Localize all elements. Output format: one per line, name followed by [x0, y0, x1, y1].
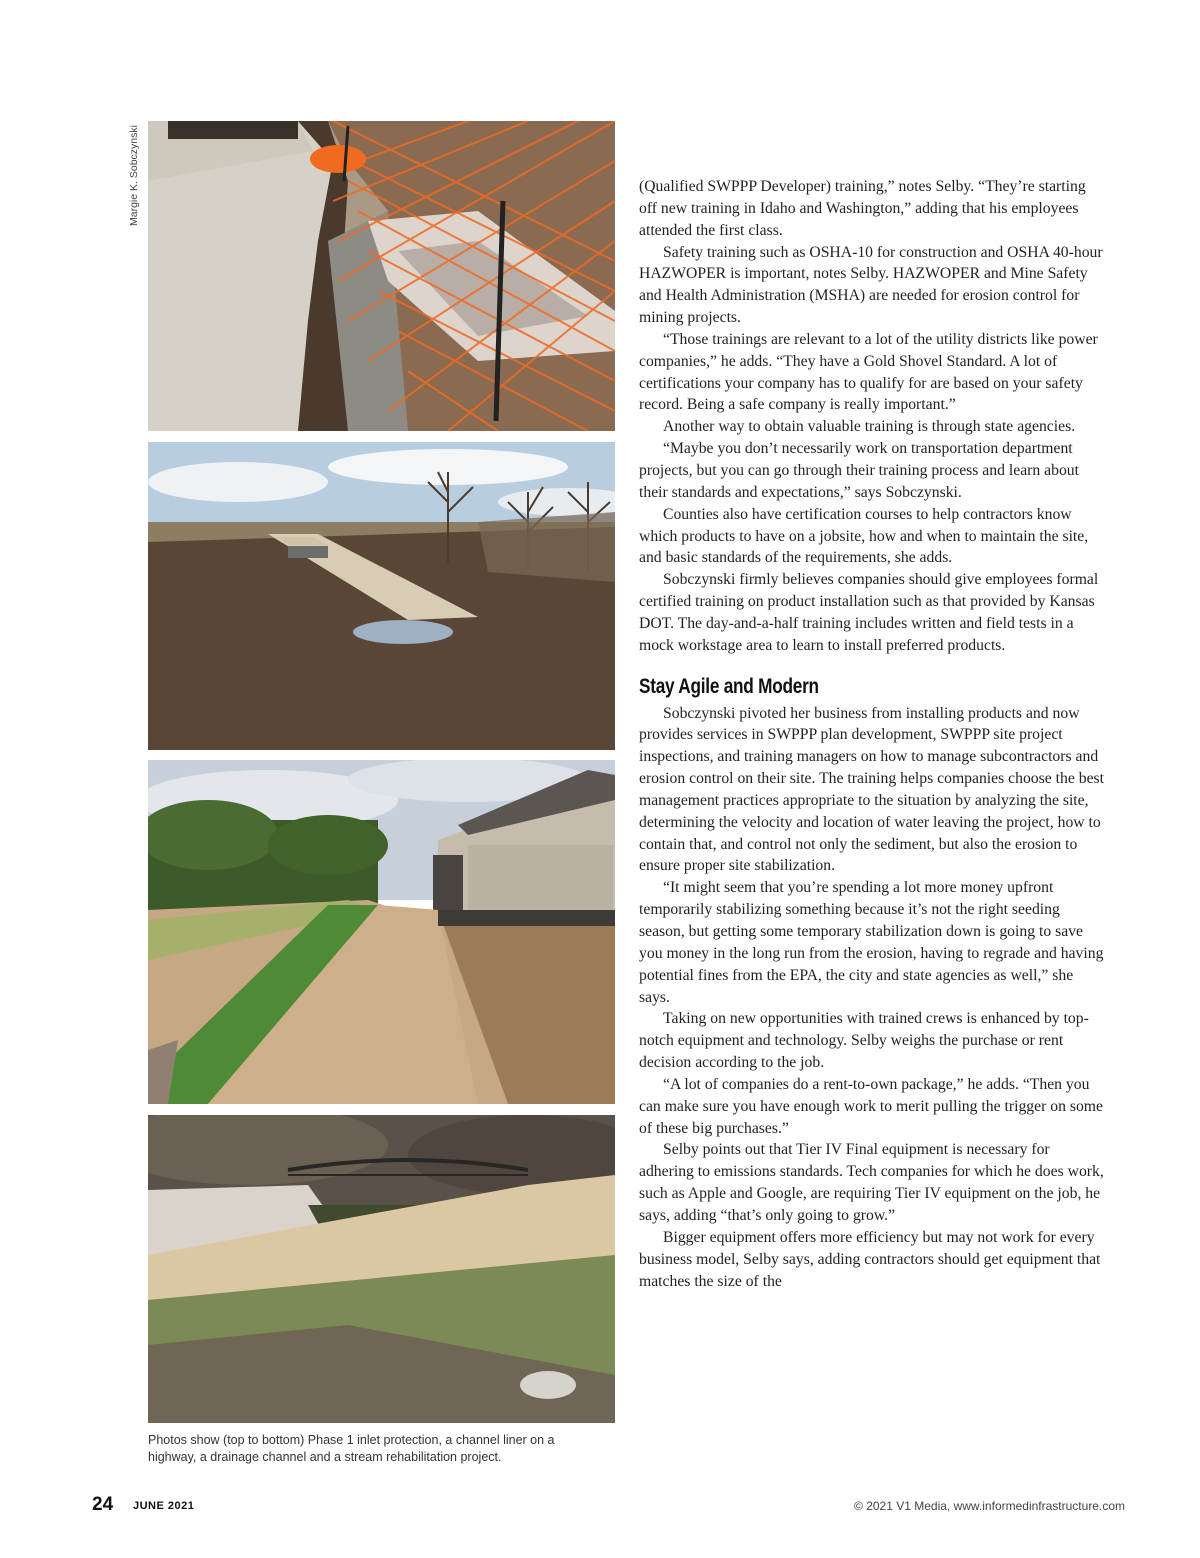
- article-paragraph: “Those trainings are relevant to a lot of the utility districts like power companies,” he adds. “They have a Gold Shovel Standard. A lot of certifications your company has to qualify for are based on your safety record. Being a safe company is really important.”: [639, 330, 1098, 414]
- article-paragraph: “It might seem that you’re spending a lot more money upfront temporarily stabilizing something because it’s not the right seeding season, but getting some temporary stabilization down is going to save you money in the long run from the erosion, having to regrade and having potential fines from the EPA, the city and state agencies as well,” she says.: [639, 879, 1104, 1006]
- photo-channel-liner: [148, 442, 615, 750]
- article-paragraph: Selby points out that Tier IV Final equipment is necessary for adhering to emissions standards. Tech companies for which he does work, such as Apple and Google, are requiring Tier IV equipment on the job, he says, adding “that’s only going to grow.”: [639, 1141, 1104, 1224]
- article-paragraph: Bigger equipment offers more efficiency but may not work for every business model, Selby says, adding contractors should get equipment that matches the size of the: [639, 1228, 1101, 1290]
- section-heading: Stay Agile and Modern: [639, 674, 819, 698]
- article-paragraph: Counties also have certification courses to help contractors know which products to have on a jobsite, how and when to maintain the site, and basic standards of the requirements, she adds.: [639, 505, 1089, 567]
- article-paragraph: Taking on new opportunities with trained crews is enhanced by top-notch equipment and technology. Selby weighs the purchase or rent decision according to the job.: [639, 1010, 1089, 1072]
- copyright-notice: © 2021 V1 Media, www.informedinfrastructure.com: [854, 1499, 1125, 1513]
- article-body: [639, 176, 1107, 1292]
- page-number: 24: [92, 1494, 114, 1515]
- article-paragraph: “A lot of companies do a rent-to-own package,” he adds. “Then you can make sure you have enough work to merit pulling the trigger on some of these big purchases.”: [639, 1075, 1103, 1137]
- photo-stream-rehabilitation: [148, 1115, 615, 1423]
- photo-credit-text: Margie K. Sobczynski: [128, 125, 140, 226]
- article-paragraph: Sobczynski pivoted her business from installing products and now provides services in SWPPP plan development, SWPPP site project inspections, and training managers on how to manage subcontractors and erosion control on their site. The training helps companies choose the best management practices appropriate to the situation by analyzing the site, determining the velocity and location of water leaving the project, how to contain that, and control not only the sediment, but also the erosion to ensure proper site stabilization.: [639, 704, 1104, 875]
- photo-inlet-protection: [148, 121, 615, 431]
- photo-credit: [128, 126, 142, 226]
- article-paragraph: Sobczynski firmly believes companies should give employees formal certified training on product installation such as that provided by Kansas DOT. The day-and-a-half training includes written and field tests in a mock workstage area to learn to install preferred products.: [639, 571, 1099, 654]
- photo-drainage-channel: [148, 760, 615, 1104]
- article-paragraph: “Maybe you don’t necessarily work on transportation department projects, but you can go through their training process and learn about their standards and expectations,” says Sobczynski.: [639, 440, 1080, 501]
- issue-date: JUNE 2021: [133, 1500, 195, 1512]
- photo-caption: Photos show (top to bottom) Phase 1 inlet protection, a channel liner on a highway, a drainage channel and a stream rehabilitation project.: [148, 1433, 555, 1464]
- article-paragraph: (Qualified SWPPP Developer) training,” notes Selby. “They’re starting off new training in Idaho and Washington,” adding that his employees attended the first class.: [639, 178, 1086, 239]
- article-paragraph: Another way to obtain valuable training is through state agencies.: [663, 418, 1076, 436]
- article-paragraph: Safety training such as OSHA-10 for construction and OSHA 40-hour HAZWOPER is important, notes Selby. HAZWOPER and Mine Safety and Health Administration (MSHA) are needed for erosion control for mining projects.: [639, 243, 1103, 327]
